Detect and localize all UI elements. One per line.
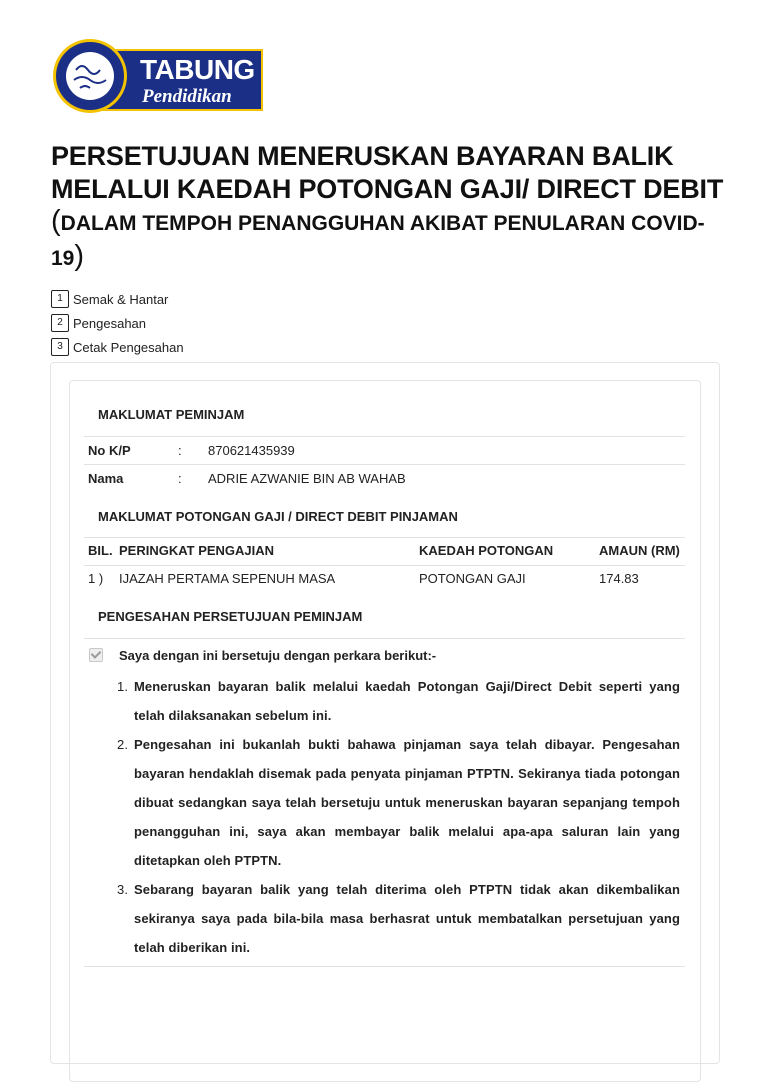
col-amaun: AMAUN (RM) (599, 543, 680, 558)
step-2 (51, 311, 184, 335)
term-number: 3. (117, 882, 129, 897)
divider (84, 565, 685, 566)
step-indicator (51, 287, 184, 359)
ic-value: 870621435939 (208, 443, 295, 458)
step-1 (51, 287, 184, 311)
logo-brand: TABUNG (140, 54, 255, 85)
term-number: 2. (117, 737, 129, 752)
col-kaedah: KAEDAH POTONGAN (419, 543, 554, 558)
col-bil: BIL. (88, 543, 113, 558)
row-method: POTONGAN GAJI (419, 571, 526, 586)
ic-separator: : (178, 443, 182, 458)
check-icon (91, 648, 102, 659)
borrower-heading: MAKLUMAT PEMINJAM (98, 407, 245, 422)
step-number: 3 (51, 338, 69, 356)
divider (84, 638, 685, 639)
list-item (117, 875, 680, 962)
step-label: Pengesahan (73, 315, 147, 331)
step-label: Cetak Pengesahan (73, 339, 184, 355)
step-number: 2 (51, 314, 69, 332)
row-amount: 174.83 (599, 571, 639, 586)
ptptn-logo (52, 38, 266, 114)
list-item (117, 730, 680, 875)
divider (84, 464, 685, 465)
divider (84, 537, 685, 538)
step-label: Semak & Hantar (73, 291, 169, 307)
row-level: IJAZAH PERTAMA SEPENUH MASA (119, 571, 336, 586)
row-bil: 1 ) (88, 571, 104, 586)
terms-list (117, 672, 680, 962)
divider (84, 436, 685, 437)
name-label: Nama (88, 471, 124, 486)
deduction-heading: MAKLUMAT POTONGAN GAJI / DIRECT DEBIT PINJAMAN (98, 509, 458, 524)
list-item (117, 672, 680, 730)
divider (84, 966, 685, 967)
subtitle-text: DALAM TEMPOH PENANGGUHAN AKIBAT PENULARAN COVID-19 (51, 212, 705, 270)
name-value: ADRIE AZWANIE BIN AB WAHAB (208, 471, 406, 486)
agree-text: Saya dengan ini bersetuju dengan perkara berikut:- (119, 648, 437, 663)
term-number: 1. (117, 679, 129, 694)
logo-tagline: Pendidikan (142, 86, 232, 107)
term-text: Meneruskan bayaran balik melalui kaedah Potongan Gaji/Direct Debit seperti yang telah dilaksanakan sebelum ini. (134, 679, 680, 723)
name-separator: : (178, 471, 182, 486)
subtitle-open-paren: ( (51, 205, 61, 237)
page-subtitle (51, 205, 731, 275)
confirmation-heading: PENGESAHAN PERSETUJUAN PEMINJAM (98, 609, 363, 624)
term-text: Sebarang bayaran balik yang telah diterima oleh PTPTN tidak akan dikembalikan sekiranya saya pada bila-bila masa berhasrat untuk membatalkan persetujuan yang telah diberikan ini. (134, 882, 680, 955)
term-text: Pengesahan ini bukanlah bukti bahawa pinjaman saya telah dibayar. Pengesahan bayaran hendaklah disemak pada penyata pinjaman PTPTN. Sekiranya tiada potongan dibuat sedangkan saya telah bersetuju untuk meneruskan bayaran sepanjang tempoh penangguhan ini, saya akan membayar balik melalui apa-apa saluran lain yang ditetapkan oleh PTPTN. (134, 737, 680, 868)
tabung-pendidikan-logo-graphic (52, 38, 266, 114)
subtitle-close-paren: ) (74, 240, 85, 272)
step-3 (51, 335, 184, 359)
step-number: 1 (51, 290, 69, 308)
page-title: PERSETUJUAN MENERUSKAN BAYARAN BALIK MELALUI KAEDAH POTONGAN GAJI/ DIRECT DEBIT (51, 141, 724, 204)
ic-label: No K/P (88, 443, 131, 458)
agree-checkbox[interactable] (89, 648, 103, 662)
col-peringkat: PERINGKAT PENGAJIAN (119, 543, 275, 558)
